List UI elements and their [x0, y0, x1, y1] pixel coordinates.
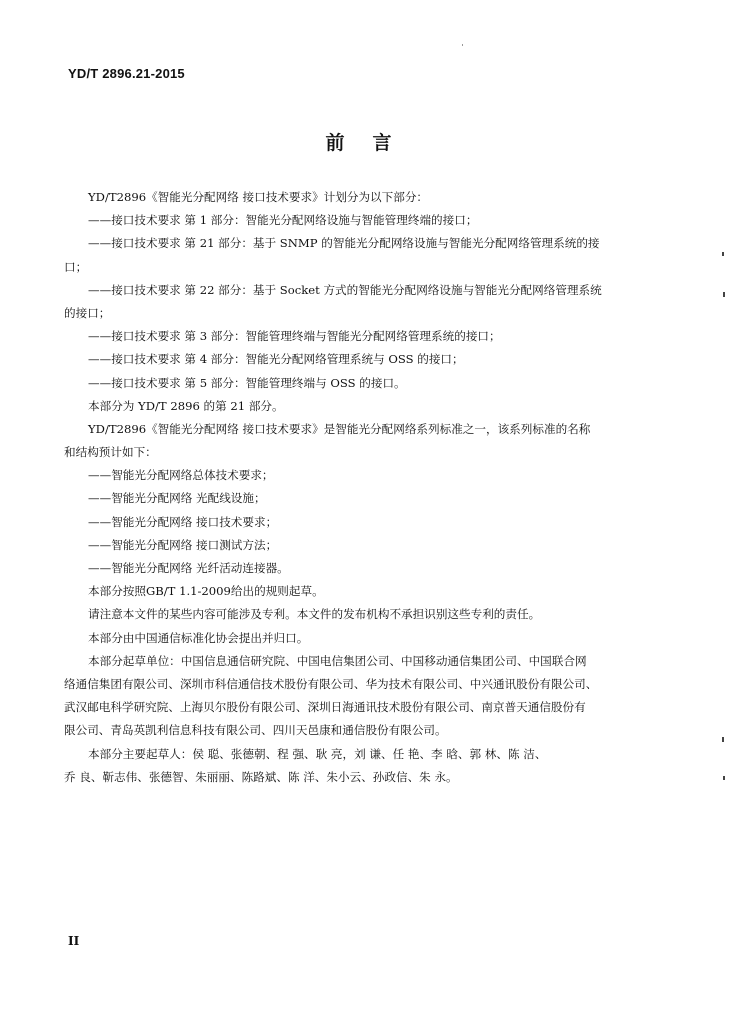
list-item: ——接口技术要求 第 5 部分：智能管理终端与 OSS 的接口。: [88, 375, 406, 390]
list-item: ——智能光分配网络 接口测试方法；: [88, 537, 278, 552]
list-item: ——智能光分配网络 光配线设施；: [88, 491, 266, 506]
document-body: [64, 186, 654, 789]
paragraph-line: 络通信集团有限公司、深圳市科信通信技术股份有限公司、华为技术有限公司、中兴通讯股份有限公司、: [64, 676, 598, 691]
paragraph-line: 本部分由中国通信标准化协会提出并归口。: [88, 630, 309, 645]
paragraph-line: 本部分主要起草人：侯 聪、张德朝、程 强、耿 亮，刘 谦、任 艳、李 晗、郭 林、陈 洁、: [88, 746, 547, 761]
paragraph-line: 的接口；: [64, 305, 111, 320]
scan-mark: [722, 252, 724, 256]
scan-mark: [462, 44, 463, 46]
list-item: ——智能光分配网络 接口技术要求；: [88, 514, 278, 529]
paragraph-line: YD/T2896《智能光分配网络 接口技术要求》计划分为以下部分：: [88, 190, 429, 204]
paragraph-line: 乔 良、靳志伟、张德智、朱丽丽、陈路斌、陈 洋、朱小云、孙政信、朱 永。: [64, 769, 458, 784]
paragraph-line: 口；: [64, 259, 88, 274]
scan-mark: [723, 776, 725, 780]
page-number: II: [68, 934, 80, 948]
list-item: ——智能光分配网络 光纤活动连接器。: [88, 561, 289, 575]
page-title: 前言: [325, 132, 420, 154]
paragraph-line: 限公司、青岛英凯利信息科技有限公司、四川天邑康和通信股份有限公司。: [64, 723, 447, 738]
paragraph-line: YD/T2896《智能光分配网络 接口技术要求》是智能光分配网络系列标准之一，该系列标准的名称: [88, 421, 591, 436]
list-item: ——接口技术要求 第 22 部分：基于 Socket 方式的智能光分配网络设施与智能光分配网络管理系统: [88, 282, 602, 297]
paragraph-line: 本部分按照GB/T 1.1-2009给出的规则起草。: [88, 584, 324, 599]
paragraph-line: 和结构预计如下：: [64, 445, 157, 460]
paragraph-line: 本部分起草单位：中国信息通信研究院、中国电信集团公司、中国移动通信集团公司、中国联合网: [88, 653, 587, 668]
list-item: ——接口技术要求 第 1 部分：智能光分配网络设施与智能管理终端的接口；: [88, 213, 478, 228]
list-item: ——接口技术要求 第 3 部分：智能管理终端与智能光分配网络管理系统的接口；: [88, 329, 501, 344]
list-item: ——智能光分配网络总体技术要求；: [88, 468, 274, 483]
paragraph-line: 武汉邮电科学研究院、上海贝尔股份有限公司、深圳日海通讯技术股份有限公司、南京普天通信股份有: [64, 700, 586, 715]
scan-mark: [722, 737, 724, 742]
list-item: ——接口技术要求 第 4 部分：智能光分配网络管理系统与 OSS 的接口；: [88, 352, 464, 367]
list-item: ——接口技术要求 第 21 部分：基于 SNMP 的智能光分配网络设施与智能光分配网络管理系统的接: [88, 236, 600, 251]
scan-mark: [723, 292, 725, 297]
document-id: YD/T 2896.21-2015: [68, 66, 185, 81]
paragraph-line: 请注意本文件的某些内容可能涉及专利。本文件的发布机构不承担识别这些专利的责任。: [88, 607, 541, 622]
paragraph-line: 本部分为 YD/T 2896 的第 21 部分。: [88, 398, 284, 413]
